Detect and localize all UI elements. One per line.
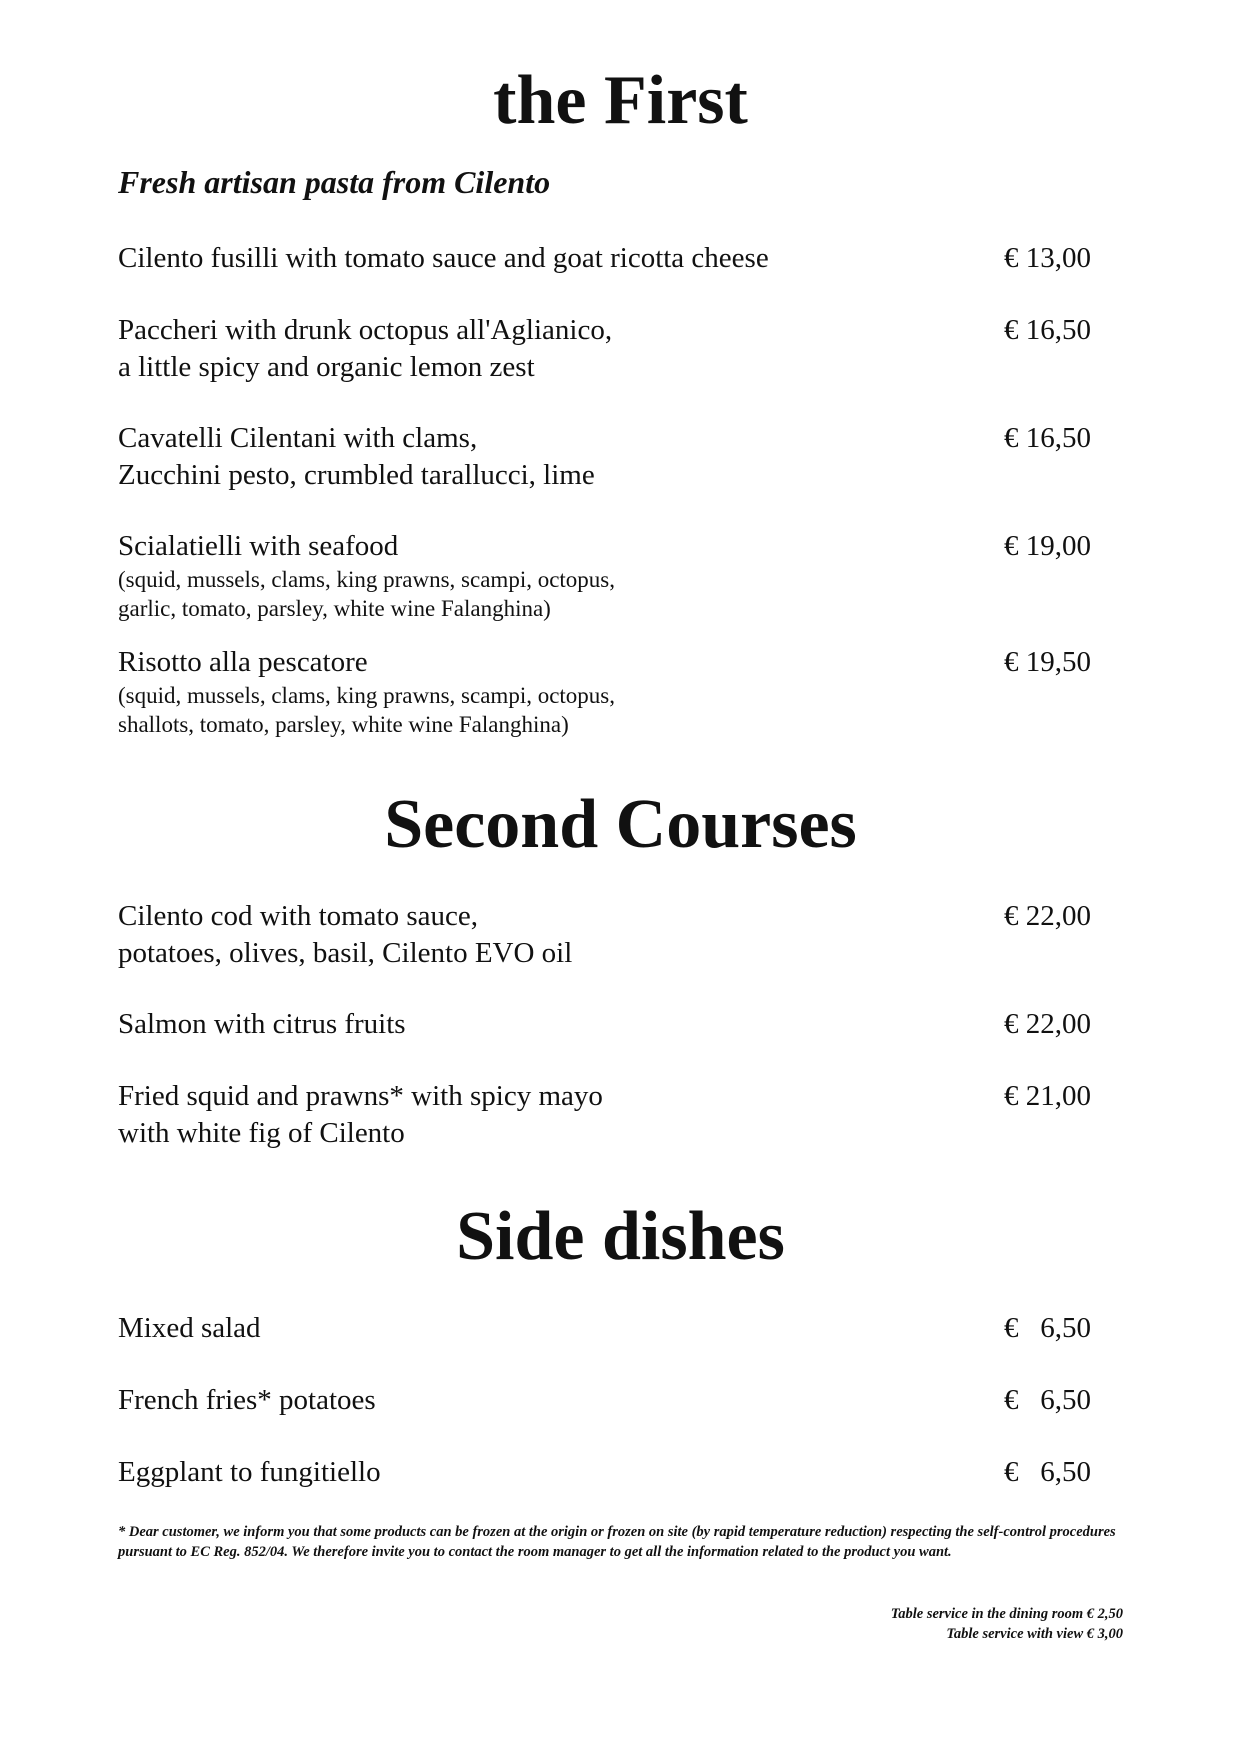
item-price: € 6,50 [1004, 1312, 1091, 1344]
section-title-first: the First [493, 62, 748, 139]
item-name: Paccheri with drunk octopus all'Aglianico, a little spicy and organic lemon zest [118, 314, 613, 383]
section-title-side-dishes: Side dishes [456, 1198, 785, 1275]
item-name: Cilento cod with tomato sauce, potatoes, olives, basil, Cilento EVO oil [118, 900, 573, 969]
menu-item [118, 1078, 1118, 1152]
item-price: € 16,50 [1004, 314, 1091, 346]
item-price: € 6,50 [1004, 1384, 1091, 1416]
item-name: Eggplant to fungitiello [118, 1456, 381, 1488]
item-name: Cavatelli Cilentani with clams, Zucchini pesto, crumbled tarallucci, lime [118, 422, 595, 491]
item-name: Cilento fusilli with tomato sauce and goat ricotta cheese [118, 242, 769, 274]
section-title-second-courses: Second Courses [384, 786, 857, 863]
item-name: French fries* potatoes [118, 1384, 376, 1416]
menu-item [118, 1382, 1118, 1419]
item-price: € 6,50 [1004, 1456, 1091, 1488]
item-name: Risotto alla pescatore [118, 646, 368, 678]
item-price: € 22,00 [1004, 900, 1091, 932]
item-name: Scialatielli with seafood [118, 530, 399, 562]
item-description: (squid, mussels, clams, king prawns, scampi, octopus, garlic, tomato, parsley, white wine Falanghina) [118, 567, 616, 621]
item-name: Fried squid and prawns* with spicy mayo with white fig of Cilento [118, 1080, 603, 1149]
item-description: (squid, mussels, clams, king prawns, scampi, octopus, shallots, tomato, parsley, white wine Falanghina) [118, 683, 616, 737]
menu-item [118, 240, 1118, 277]
item-price: € 22,00 [1004, 1008, 1091, 1040]
menu-item [118, 420, 1118, 494]
menu-item [118, 644, 1118, 739]
service-charge-view: Table service with view € 3,00 [946, 1626, 1123, 1642]
menu-item [118, 898, 1118, 972]
item-price: € 16,50 [1004, 422, 1091, 454]
item-price: € 19,50 [1004, 646, 1091, 678]
menu-item [118, 1310, 1118, 1347]
item-price: € 21,00 [1004, 1080, 1091, 1112]
item-price: € 13,00 [1004, 242, 1091, 274]
item-price: € 19,00 [1004, 530, 1091, 562]
menu-item [118, 528, 1118, 623]
frozen-products-note: * Dear customer, we inform you that some products can be frozen at the origin or frozen on site (by rapid temperature reduction) respecting the self-control procedures pursuant to EC Reg. 852/04. We therefore invite you to contact the room manager to get all the information related to the product you want. [118, 1524, 1116, 1560]
menu-item [118, 1006, 1118, 1043]
section-subtitle: Fresh artisan pasta from Cilento [118, 164, 551, 200]
service-charge-dining-room: Table service in the dining room € 2,50 [890, 1606, 1123, 1622]
item-name: Mixed salad [118, 1312, 261, 1344]
item-name: Salmon with citrus fruits [118, 1008, 406, 1040]
menu-item [118, 1454, 1118, 1491]
menu-item [118, 312, 1118, 386]
